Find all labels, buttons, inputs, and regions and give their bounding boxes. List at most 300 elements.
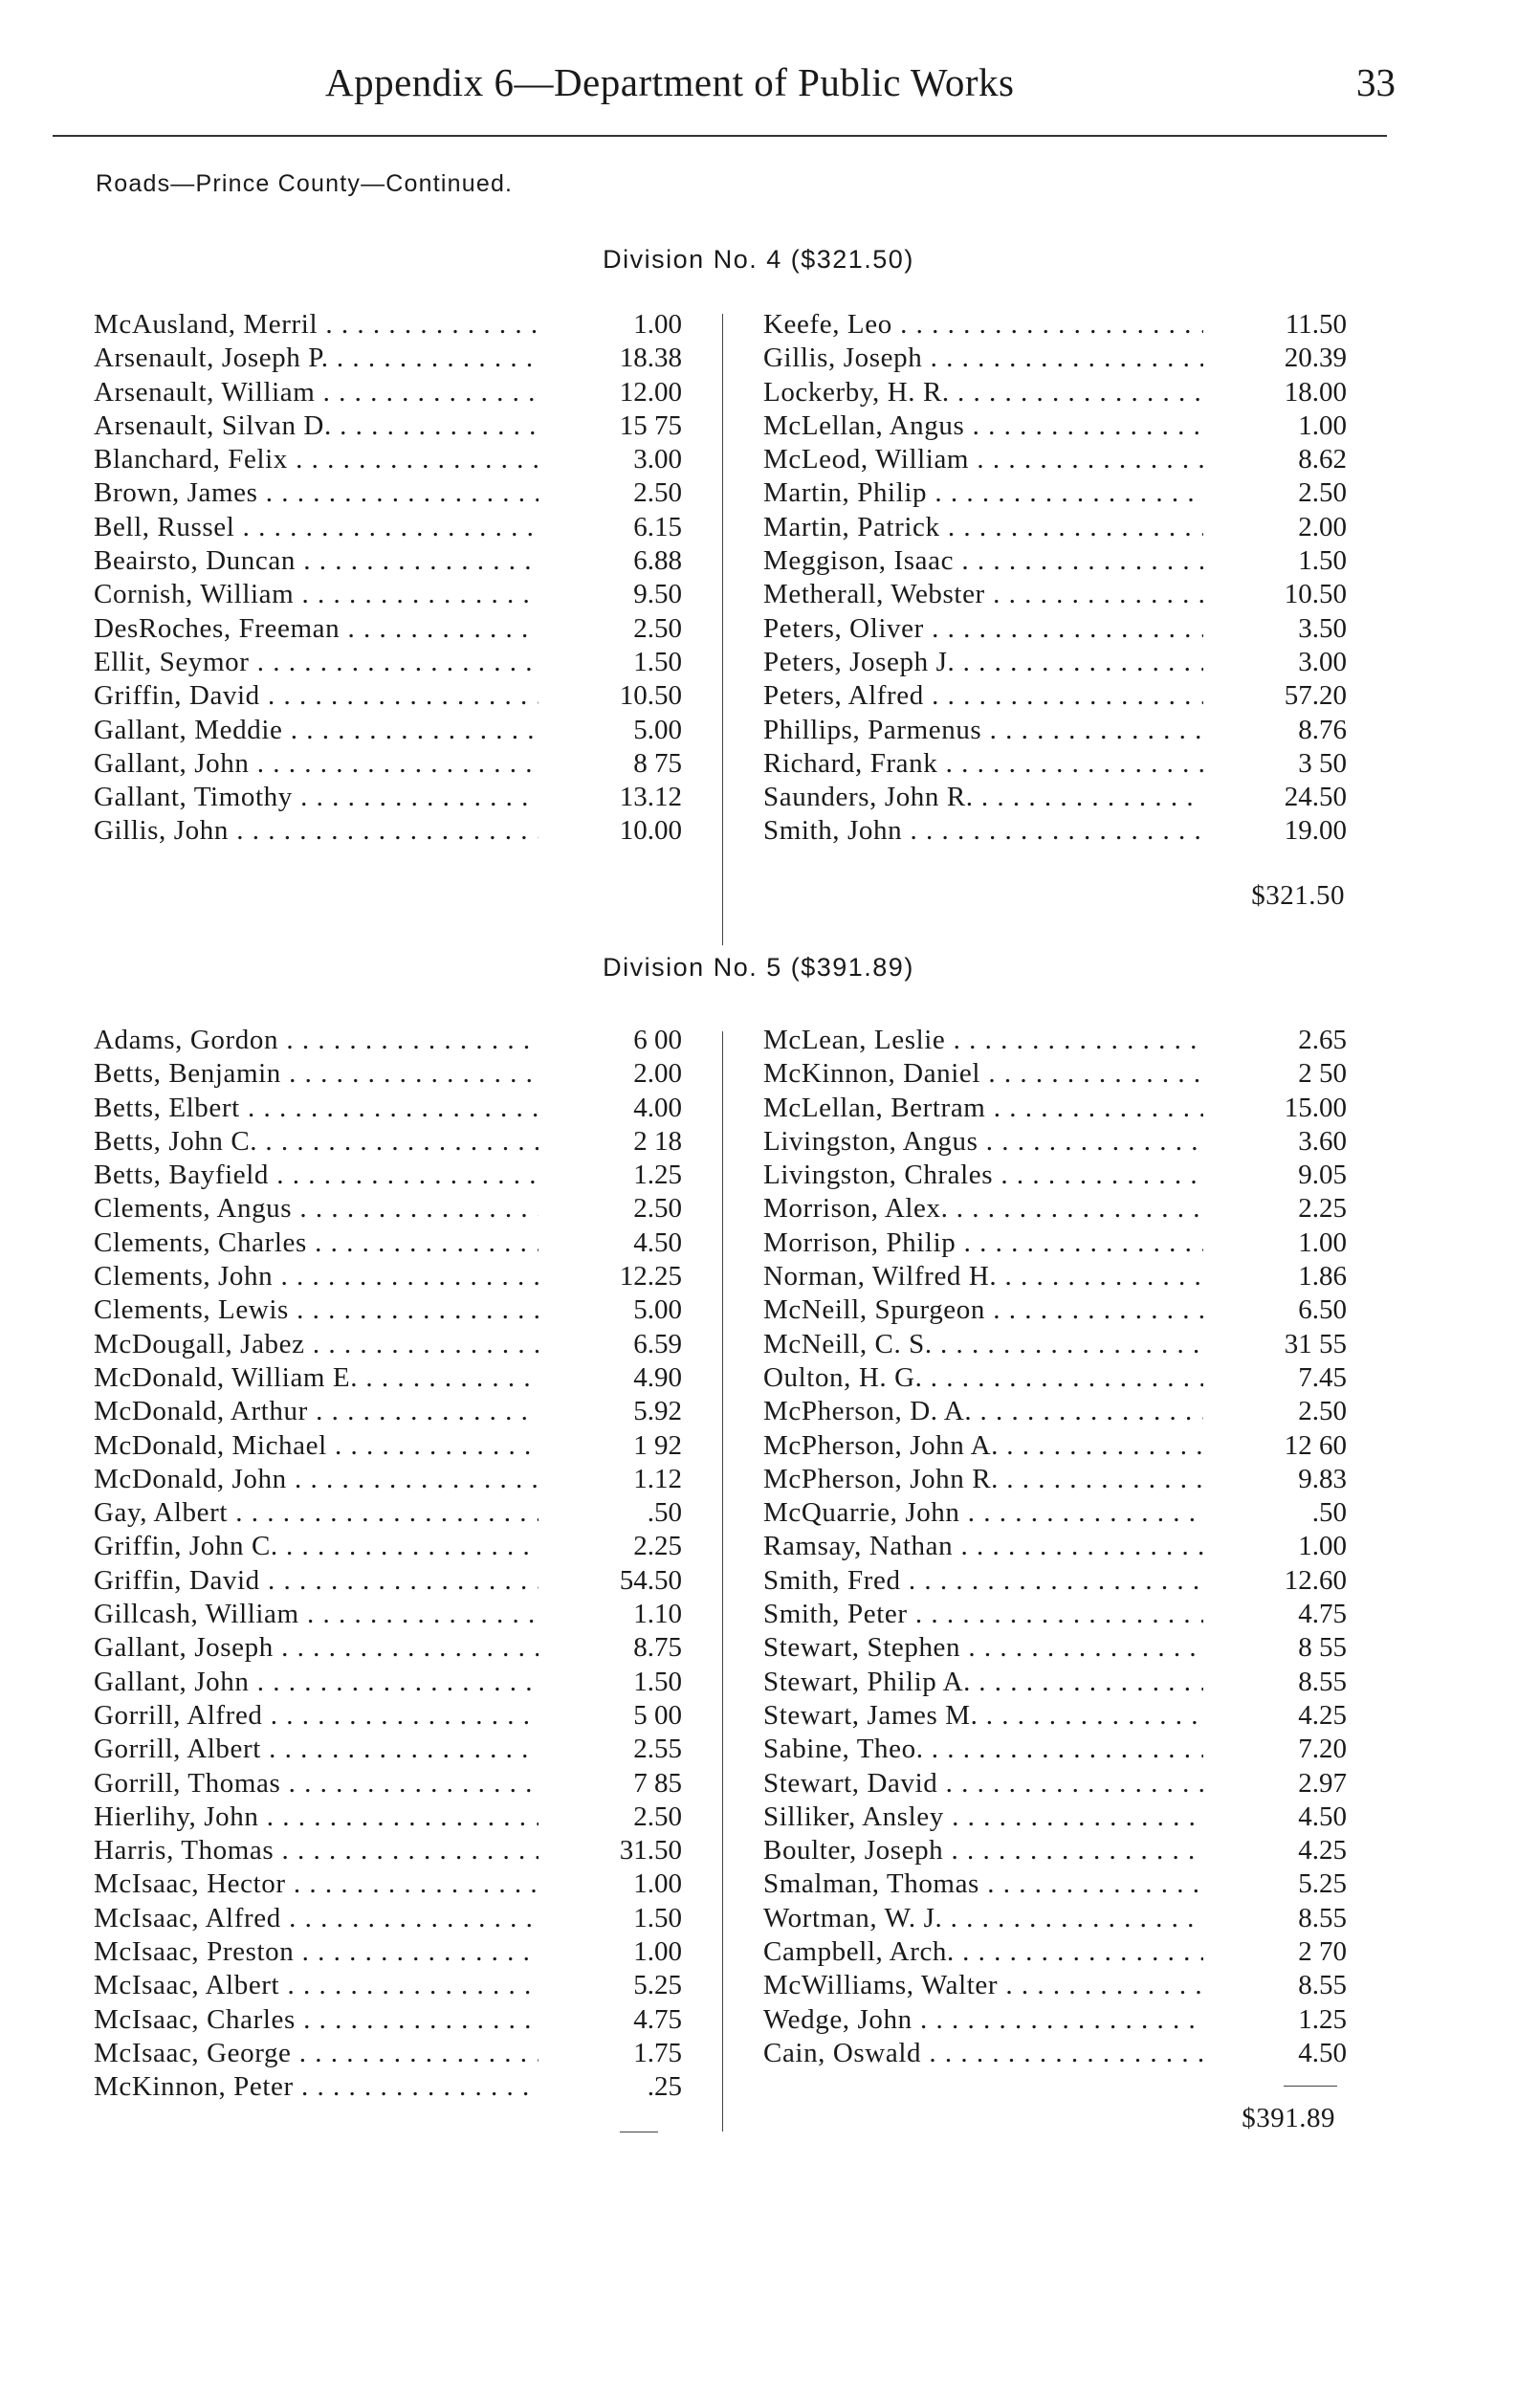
ledger-row — [94, 578, 682, 611]
payee-name: McPherson, D. A. . . . — [763, 1395, 1203, 1428]
payment-amount: 18.00 — [1230, 376, 1347, 409]
payment-amount: 2.00 — [1230, 511, 1347, 544]
ledger-row — [94, 1631, 682, 1665]
ledger-row — [94, 1328, 682, 1361]
payee-name: Betts, Elbert . . . — [94, 1092, 539, 1125]
payment-amount: 4.50 — [565, 1226, 682, 1260]
division-total: $391.89 — [1242, 2103, 1335, 2133]
ledger-row — [94, 714, 682, 747]
payment-amount: 1.10 — [565, 1598, 682, 1631]
ledger-row — [763, 2003, 1347, 2037]
payee-name: Martin, Philip . . . — [763, 476, 1203, 510]
payment-amount: 10.50 — [565, 679, 682, 713]
payee-name: McQuarrie, John . . . — [763, 1496, 1203, 1530]
payee-name: Gillis, Joseph . . . — [763, 342, 1203, 375]
payee-name: Livingston, Chrales . . . — [763, 1159, 1203, 1192]
ledger-row — [94, 1429, 682, 1463]
payment-amount: 2.25 — [565, 1530, 682, 1563]
payment-amount: 31 55 — [1230, 1328, 1347, 1361]
payee-name: McKinnon, Daniel . . . — [763, 1057, 1203, 1091]
ledger-row — [763, 814, 1347, 848]
ledger-row — [763, 1699, 1347, 1733]
ledger-row — [94, 308, 682, 342]
payee-name: Arsenault, Joseph P. . . . — [94, 342, 539, 375]
payee-name: McDonald, John . . . — [94, 1463, 539, 1496]
column-divider — [722, 1031, 723, 2132]
ledger-row — [94, 409, 682, 443]
payment-amount: 1.50 — [565, 1666, 682, 1699]
ledger-row — [763, 1092, 1347, 1125]
payment-amount: 57.20 — [1230, 679, 1347, 713]
payee-name: Stewart, Philip A. . . . — [763, 1666, 1203, 1699]
payment-amount: 5.00 — [565, 1293, 682, 1327]
payment-amount: 31.50 — [565, 1834, 682, 1867]
payment-amount: 5.25 — [565, 1969, 682, 2002]
payee-name: Ellit, Seymor . . . — [94, 646, 539, 679]
payment-amount: 1.00 — [565, 1867, 682, 1901]
payment-amount: 6.59 — [565, 1328, 682, 1361]
ledger-row — [763, 714, 1347, 747]
payment-amount: 4.25 — [1230, 1699, 1347, 1733]
payee-name: Saunders, John R. . . . — [763, 781, 1203, 814]
ledger-row — [763, 1767, 1347, 1800]
payee-name: Gallant, Meddie . . . — [94, 714, 539, 747]
payee-name: Boulter, Joseph . . . — [763, 1834, 1203, 1867]
payment-amount: 18.38 — [565, 342, 682, 375]
payee-name: Cain, Oswald . . . — [763, 2037, 1203, 2070]
payment-amount: 5 00 — [565, 1699, 682, 1733]
payee-name: Peters, Joseph J. . . . — [763, 646, 1203, 679]
payee-name: Keefe, Leo . . . — [763, 308, 1203, 342]
payment-amount: 7 85 — [565, 1767, 682, 1800]
ledger-row — [94, 747, 682, 781]
payment-amount: 8 75 — [565, 747, 682, 781]
ledger-row — [94, 1666, 682, 1699]
ledger-row — [763, 1800, 1347, 1834]
payment-amount: 10.00 — [565, 814, 682, 848]
payee-name: Wedge, John . . . — [763, 2003, 1203, 2037]
payee-name: McNeill, Spurgeon . . . — [763, 1293, 1203, 1327]
payment-amount: 5.00 — [565, 714, 682, 747]
payment-amount: 12.60 — [1230, 1564, 1347, 1598]
ledger-row — [94, 1969, 682, 2002]
payment-amount: 8.76 — [1230, 714, 1347, 747]
payment-amount: 1.75 — [565, 2037, 682, 2070]
payee-name: DesRoches, Freeman . . . — [94, 612, 539, 646]
ledger-row — [763, 1395, 1347, 1428]
ledger-row — [94, 1496, 682, 1530]
ledger-row — [94, 1564, 682, 1598]
payment-amount: 2 18 — [565, 1125, 682, 1159]
division-5-right-column — [763, 1024, 1347, 2070]
ledger-row — [94, 781, 682, 814]
payment-amount: 1.00 — [565, 1935, 682, 1969]
ledger-row — [763, 1260, 1347, 1293]
page-number: 33 — [1356, 60, 1396, 104]
payee-name: Phillips, Parmenus . . . — [763, 714, 1203, 747]
ledger-row — [763, 1969, 1347, 2002]
ledger-row — [763, 308, 1347, 342]
payment-amount: 4.00 — [565, 1092, 682, 1125]
ledger-row — [763, 1902, 1347, 1935]
ledger-row — [94, 1800, 682, 1834]
payment-amount: 2.55 — [565, 1733, 682, 1766]
total-rule — [1284, 2086, 1337, 2087]
payee-name: Campbell, Arch. . . . — [763, 1935, 1203, 1969]
payee-name: McLeod, William . . . — [763, 443, 1203, 476]
payment-amount: 12 60 — [1230, 1429, 1347, 1463]
ledger-row — [94, 1260, 682, 1293]
ledger-row — [763, 342, 1347, 375]
payee-name: Arsenault, Silvan D. . . . — [94, 409, 539, 443]
ledger-row — [763, 1834, 1347, 1867]
ledger-row — [94, 646, 682, 679]
ledger-row — [94, 342, 682, 375]
payment-amount: 20.39 — [1230, 342, 1347, 375]
payee-name: Adams, Gordon . . . — [94, 1024, 539, 1057]
payee-name: Metherall, Webster . . . — [763, 578, 1203, 611]
payment-amount: 2.25 — [1230, 1192, 1347, 1226]
payment-amount: 54.50 — [565, 1564, 682, 1598]
payment-amount: 12.00 — [565, 376, 682, 409]
ledger-row — [763, 1159, 1347, 1192]
division-4-right-column — [763, 308, 1347, 849]
ledger-row — [94, 612, 682, 646]
payee-name: McDonald, William E. . . . — [94, 1361, 539, 1395]
payment-amount: 1.86 — [1230, 1260, 1347, 1293]
payee-name: McLellan, Bertram . . . — [763, 1092, 1203, 1125]
payee-name: McIsaac, Charles . . . — [94, 2003, 539, 2037]
payment-amount: 6.50 — [1230, 1293, 1347, 1327]
ledger-row — [94, 376, 682, 409]
payee-name: Stewart, Stephen . . . — [763, 1631, 1203, 1665]
payment-amount: 1.50 — [565, 646, 682, 679]
ledger-row — [94, 1902, 682, 1935]
payee-name: Gallant, John . . . — [94, 747, 539, 781]
page-header — [0, 59, 1517, 117]
ledger-row — [94, 814, 682, 848]
payment-amount: 6.88 — [565, 544, 682, 578]
payee-name: Norman, Wilfred H. . . . — [763, 1260, 1203, 1293]
payee-name: Cornish, William . . . — [94, 578, 539, 611]
ledger-row — [94, 2003, 682, 2037]
ledger-row — [763, 1361, 1347, 1395]
payee-name: Betts, John C. . . . — [94, 1125, 539, 1159]
payee-name: McWilliams, Walter . . . — [763, 1969, 1203, 2002]
ledger-row — [94, 1598, 682, 1631]
payment-amount: 24.50 — [1230, 781, 1347, 814]
ledger-row — [94, 1125, 682, 1159]
payee-name: Betts, Bayfield . . . — [94, 1159, 539, 1192]
ledger-row — [94, 1733, 682, 1766]
payee-name: Clements, Angus . . . — [94, 1192, 539, 1226]
payment-amount: 19.00 — [1230, 814, 1347, 848]
payee-name: Gillcash, William . . . — [94, 1598, 539, 1631]
payment-amount: 2.65 — [1230, 1024, 1347, 1057]
payee-name: Betts, Benjamin . . . — [94, 1057, 539, 1091]
ledger-row — [763, 1935, 1347, 1969]
payment-amount: .50 — [1230, 1496, 1347, 1530]
payment-amount: 15.00 — [1230, 1092, 1347, 1125]
payment-amount: 5.25 — [1230, 1867, 1347, 1901]
payment-amount: 2.00 — [565, 1057, 682, 1091]
payee-name: Griffin, David . . . — [94, 679, 539, 713]
payee-name: Clements, Lewis . . . — [94, 1293, 539, 1327]
payee-name: Gorrill, Albert . . . — [94, 1733, 539, 1766]
payment-amount: 2.50 — [1230, 1395, 1347, 1428]
ledger-row — [763, 409, 1347, 443]
ledger-row — [763, 612, 1347, 646]
ledger-row — [763, 1733, 1347, 1766]
ledger-row — [763, 1564, 1347, 1598]
payment-amount: 2.50 — [565, 476, 682, 510]
payee-name: Oulton, H. G. . . . — [763, 1361, 1203, 1395]
ledger-row — [94, 2037, 682, 2070]
payee-name: Smith, Fred . . . — [763, 1564, 1203, 1598]
payee-name: McDonald, Michael . . . — [94, 1429, 539, 1463]
payee-name: Peters, Alfred . . . — [763, 679, 1203, 713]
ledger-row — [94, 1024, 682, 1057]
payee-name: Peters, Oliver . . . — [763, 612, 1203, 646]
ledger-row — [763, 1328, 1347, 1361]
payment-amount: 6 00 — [565, 1024, 682, 1057]
ledger-row — [763, 1496, 1347, 1530]
payee-name: McIsaac, Alfred . . . — [94, 1902, 539, 1935]
payee-name: Gallant, John . . . — [94, 1666, 539, 1699]
payment-amount: 8.62 — [1230, 443, 1347, 476]
column-divider — [722, 314, 723, 945]
ledger-row — [763, 1024, 1347, 1057]
ledger-row — [94, 1867, 682, 1901]
payee-name: Gillis, John . . . — [94, 814, 539, 848]
payee-name: Clements, John . . . — [94, 1260, 539, 1293]
payment-amount: 1.25 — [565, 1159, 682, 1192]
payment-amount: 1.00 — [1230, 1226, 1347, 1260]
payee-name: Martin, Patrick . . . — [763, 511, 1203, 544]
payment-amount: 1.00 — [1230, 1530, 1347, 1563]
payment-amount: 9.05 — [1230, 1159, 1347, 1192]
payment-amount: 2 50 — [1230, 1057, 1347, 1091]
ledger-row — [763, 781, 1347, 814]
payee-name: McIsaac, Preston . . . — [94, 1935, 539, 1969]
ledger-row — [94, 1935, 682, 1969]
payment-amount: 15 75 — [565, 409, 682, 443]
section-label: Roads—Prince County—Continued. — [96, 170, 514, 197]
ledger-row — [94, 1293, 682, 1327]
payee-name: Bell, Russel . . . — [94, 511, 539, 544]
payment-amount: .25 — [565, 2070, 682, 2104]
payee-name: McPherson, John R. . . . — [763, 1463, 1203, 1496]
ledger-row — [94, 679, 682, 713]
payment-amount: 1.50 — [565, 1902, 682, 1935]
payee-name: Blanchard, Felix . . . — [94, 443, 539, 476]
ledger-row — [763, 511, 1347, 544]
ledger-row — [763, 2037, 1347, 2070]
payment-amount: 11.50 — [1230, 308, 1347, 342]
payee-name: Griffin, John C. . . . — [94, 1530, 539, 1563]
payment-amount: 12.25 — [565, 1260, 682, 1293]
payee-name: Hierlihy, John . . . — [94, 1800, 539, 1834]
payment-amount: 4.50 — [1230, 2037, 1347, 2070]
ledger-row — [763, 1598, 1347, 1631]
payee-name: McPherson, John A. . . . — [763, 1429, 1203, 1463]
payment-amount: 3 50 — [1230, 747, 1347, 781]
payment-amount: 4.50 — [1230, 1800, 1347, 1834]
division-heading: Division No. 4 ($321.50) — [603, 245, 914, 274]
ledger-row — [763, 1631, 1347, 1665]
payment-amount: 8.55 — [1230, 1666, 1347, 1699]
ledger-row — [94, 443, 682, 476]
payment-amount: 1.50 — [1230, 544, 1347, 578]
ledger-row — [763, 1666, 1347, 1699]
payment-amount: 4.25 — [1230, 1834, 1347, 1867]
division-heading: Division No. 5 ($391.89) — [603, 953, 914, 982]
payment-amount: 1.12 — [565, 1463, 682, 1496]
payee-name: McLean, Leslie . . . — [763, 1024, 1203, 1057]
payee-name: Beairsto, Duncan . . . — [94, 544, 539, 578]
payee-name: Griffin, David . . . — [94, 1564, 539, 1598]
ledger-row — [94, 1767, 682, 1800]
payee-name: Stewart, James M. . . . — [763, 1699, 1203, 1733]
payment-amount: 1.00 — [565, 308, 682, 342]
payment-amount: 1.00 — [1230, 409, 1347, 443]
ledger-row — [763, 679, 1347, 713]
ledger-row — [763, 1125, 1347, 1159]
payment-amount: 1.25 — [1230, 2003, 1347, 2037]
payee-name: McLellan, Angus . . . — [763, 409, 1203, 443]
ledger-row — [763, 646, 1347, 679]
ledger-row — [763, 1293, 1347, 1327]
payee-name: McNeill, C. S. . . . — [763, 1328, 1203, 1361]
ledger-row — [94, 1192, 682, 1226]
payee-name: McDougall, Jabez . . . — [94, 1328, 539, 1361]
payment-amount: 9.83 — [1230, 1463, 1347, 1496]
payee-name: McKinnon, Peter . . . — [94, 2070, 539, 2104]
ledger-row — [94, 1361, 682, 1395]
ledger-row — [763, 1867, 1347, 1901]
payment-amount: 8.75 — [565, 1631, 682, 1665]
payee-name: McIsaac, George . . . — [94, 2037, 539, 2070]
payee-name: Smith, Peter . . . — [763, 1598, 1203, 1631]
payment-amount: 3.60 — [1230, 1125, 1347, 1159]
payment-amount: 2.50 — [565, 1192, 682, 1226]
payee-name: Stewart, David . . . — [763, 1767, 1203, 1800]
division-4-left-column — [94, 308, 682, 849]
payment-amount: 3.00 — [565, 443, 682, 476]
payment-amount: 4.75 — [1230, 1598, 1347, 1631]
ledger-row — [94, 1159, 682, 1192]
ledger-row — [763, 1226, 1347, 1260]
division-5-left-column — [94, 1024, 682, 2105]
payment-amount: 6.15 — [565, 511, 682, 544]
ledger-row — [763, 1429, 1347, 1463]
payee-name: Gorrill, Alfred . . . — [94, 1699, 539, 1733]
payee-name: Smith, John . . . — [763, 814, 1203, 848]
payee-name: Sabine, Theo. . . . — [763, 1733, 1203, 1766]
payment-amount: 3.00 — [1230, 646, 1347, 679]
division-total: $321.50 — [1251, 880, 1345, 911]
payee-name: Smalman, Thomas . . . — [763, 1867, 1203, 1901]
payee-name: Morrison, Alex. . . . — [763, 1192, 1203, 1226]
payment-amount: 2.50 — [565, 1800, 682, 1834]
ledger-row — [94, 1395, 682, 1428]
payment-amount: .50 — [565, 1496, 682, 1530]
payee-name: Silliker, Ansley . . . — [763, 1800, 1203, 1834]
ledger-row — [763, 544, 1347, 578]
payment-amount: 7.45 — [1230, 1361, 1347, 1395]
ledger-row — [763, 747, 1347, 781]
payee-name: Arsenault, William . . . — [94, 376, 539, 409]
payee-name: Gay, Albert . . . — [94, 1496, 539, 1530]
ledger-row — [763, 376, 1347, 409]
payee-name: McIsaac, Hector . . . — [94, 1867, 539, 1901]
payee-name: Gallant, Joseph . . . — [94, 1631, 539, 1665]
ledger-row — [94, 2070, 682, 2104]
payment-amount: 3.50 — [1230, 612, 1347, 646]
payment-amount: 8 55 — [1230, 1631, 1347, 1665]
page-title: Appendix 6—Department of Public Works — [325, 60, 1015, 104]
payment-amount: 2 70 — [1230, 1935, 1347, 1969]
ledger-row — [94, 1226, 682, 1260]
ledger-row — [763, 1530, 1347, 1563]
payee-name: Morrison, Philip . . . — [763, 1226, 1203, 1260]
payee-name: Gorrill, Thomas . . . — [94, 1767, 539, 1800]
ledger-row — [94, 544, 682, 578]
payment-amount: 13.12 — [565, 781, 682, 814]
payment-amount: 4.90 — [565, 1361, 682, 1395]
ledger-row — [763, 1463, 1347, 1496]
payee-name: Richard, Frank . . . — [763, 747, 1203, 781]
payment-amount: 1 92 — [565, 1429, 682, 1463]
ledger-row — [763, 476, 1347, 510]
ledger-row — [763, 1057, 1347, 1091]
payment-amount: 7.20 — [1230, 1733, 1347, 1766]
payee-name: Gallant, Timothy . . . — [94, 781, 539, 814]
payment-amount: 2.97 — [1230, 1767, 1347, 1800]
payee-name: Brown, James . . . — [94, 476, 539, 510]
ledger-row — [763, 1192, 1347, 1226]
payee-name: Clements, Charles . . . — [94, 1226, 539, 1260]
ledger-row — [94, 1092, 682, 1125]
payment-amount: 2.50 — [1230, 476, 1347, 510]
payment-amount: 10.50 — [1230, 578, 1347, 611]
ledger-row — [94, 1699, 682, 1733]
ledger-row — [94, 1530, 682, 1563]
payment-amount: 5.92 — [565, 1395, 682, 1428]
payment-amount: 8.55 — [1230, 1969, 1347, 2002]
payee-name: Harris, Thomas . . . — [94, 1834, 539, 1867]
payee-name: McIsaac, Albert . . . — [94, 1969, 539, 2002]
ledger-row — [94, 1834, 682, 1867]
header-divider — [53, 135, 1387, 137]
payee-name: Livingston, Angus . . . — [763, 1125, 1203, 1159]
payee-name: Wortman, W. J. . . . — [763, 1902, 1203, 1935]
ledger-row — [763, 578, 1347, 611]
payee-name: McDonald, Arthur . . . — [94, 1395, 539, 1428]
ledger-row — [763, 443, 1347, 476]
ledger-row — [94, 1463, 682, 1496]
payment-amount: 2.50 — [565, 612, 682, 646]
payee-name: Lockerby, H. R. . . . — [763, 376, 1203, 409]
payment-amount: 4.75 — [565, 2003, 682, 2037]
payment-amount: 9.50 — [565, 578, 682, 611]
ledger-row — [94, 1057, 682, 1091]
payee-name: Meggison, Isaac . . . — [763, 544, 1203, 578]
payee-name: McAusland, Merril . . . — [94, 308, 539, 342]
ledger-row — [94, 511, 682, 544]
payment-amount: 8.55 — [1230, 1902, 1347, 1935]
payee-name: Ramsay, Nathan . . . — [763, 1530, 1203, 1563]
